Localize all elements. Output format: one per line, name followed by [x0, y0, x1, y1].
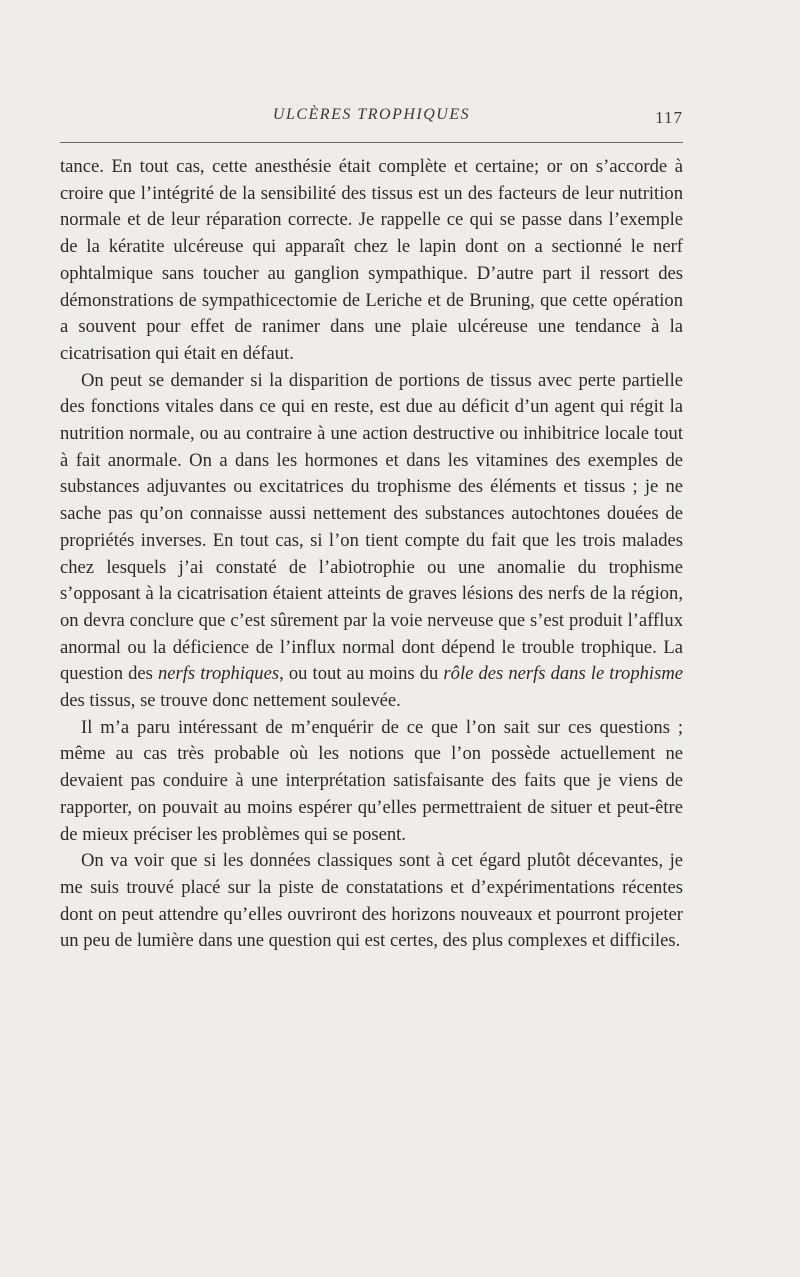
paragraph-2-text-middle: , ou tout au moins du — [279, 663, 444, 685]
paragraph-3: Il m’a paru intéressant de m’enquérir de ce que l’on sait sur ces questions ; même au cas très probable où les notions que l’on possède actuellement ne devaient pas conduire à une interprétation satisfaisante des faits que je viens de rapporter, on pouvait au moins espérer qu’elles permettraient de situer et peut-être de mieux préciser les problèmes qui se posent. — [60, 716, 683, 845]
paragraph-2-text-before: On peut se demander si la disparition de portions de tissus avec perte partielle des fonctions vitales dans ce qui en reste, est due au déficit d’un agent qui régit la nutrition normale, ou au contraire à une action destructive ou inhibitrice locale tout à fait anormale. On a dans les hormones et dans les vitamines des exemples de substances adjuvantes ou excitatrices du trophisme des éléments et tissus ; je ne sache pas qu’on connaisse aussi nettement des substances autochtones douées de propriétés inverses. En tout cas, si l’on tient compte du fait que les trois malades chez lesquels j’ai constaté de l’abiotrophie ou une anomalie du trophisme s’opposant à la cicatrisation étaient atteints de graves lésions des nerfs de la région, on devra conclure que c’est sûrement par la voie nerveuse que s’est produit l’afflux anormal ou la déficience de l’influx normal dont dépend le trouble trophique. La question des — [60, 369, 683, 685]
running-title: ULCÈRES TROPHIQUES — [272, 106, 471, 123]
paragraph-1: tance. En tout cas, cette anesthésie était complète et certaine; or on s’accorde à croire que l’intégrité de la sensibilité des tissus est un des facteurs de leur nutrition normale et de leur réparation correcte. Je rappelle ce qui se passe dans l’exemple de la kératite ulcéreuse qui apparaît chez le lapin dont on a sectionné le nerf ophtalmique sans toucher au ganglion sympathique. D’autre part il ressort des démonstrations de sympathicectomie de Leriche et de Bruning, que cette opération a souvent pour effet de ranimer dans une plaie ulcéreuse une tendance à la cicatrisation qui était en défaut. — [60, 156, 683, 364]
body-text — [60, 154, 683, 955]
italic-phrase-role-des-nerfs: rôle des nerfs dans le trophisme — [443, 663, 683, 685]
italic-phrase-nerfs-trophiques: nerfs trophiques — [157, 663, 280, 685]
paragraph-2 — [60, 368, 683, 715]
page-number: 117 — [655, 108, 683, 127]
page-header — [60, 106, 683, 134]
paragraph-4: On va voir que si les données classiques sont à cet égard plutôt décevantes, je me suis trouvé placé sur la piste de constatations et d’expérimentations récentes dont on peut attendre qu’elles ouvriront des horizons nouveaux et pourront projeter un peu de lumière dans une question qui est certes, des plus complexes et difficiles. — [60, 850, 683, 952]
header-rule — [60, 142, 683, 143]
paragraph-2-text-after: des tissus, se trouve donc nettement soulevée. — [60, 690, 401, 712]
